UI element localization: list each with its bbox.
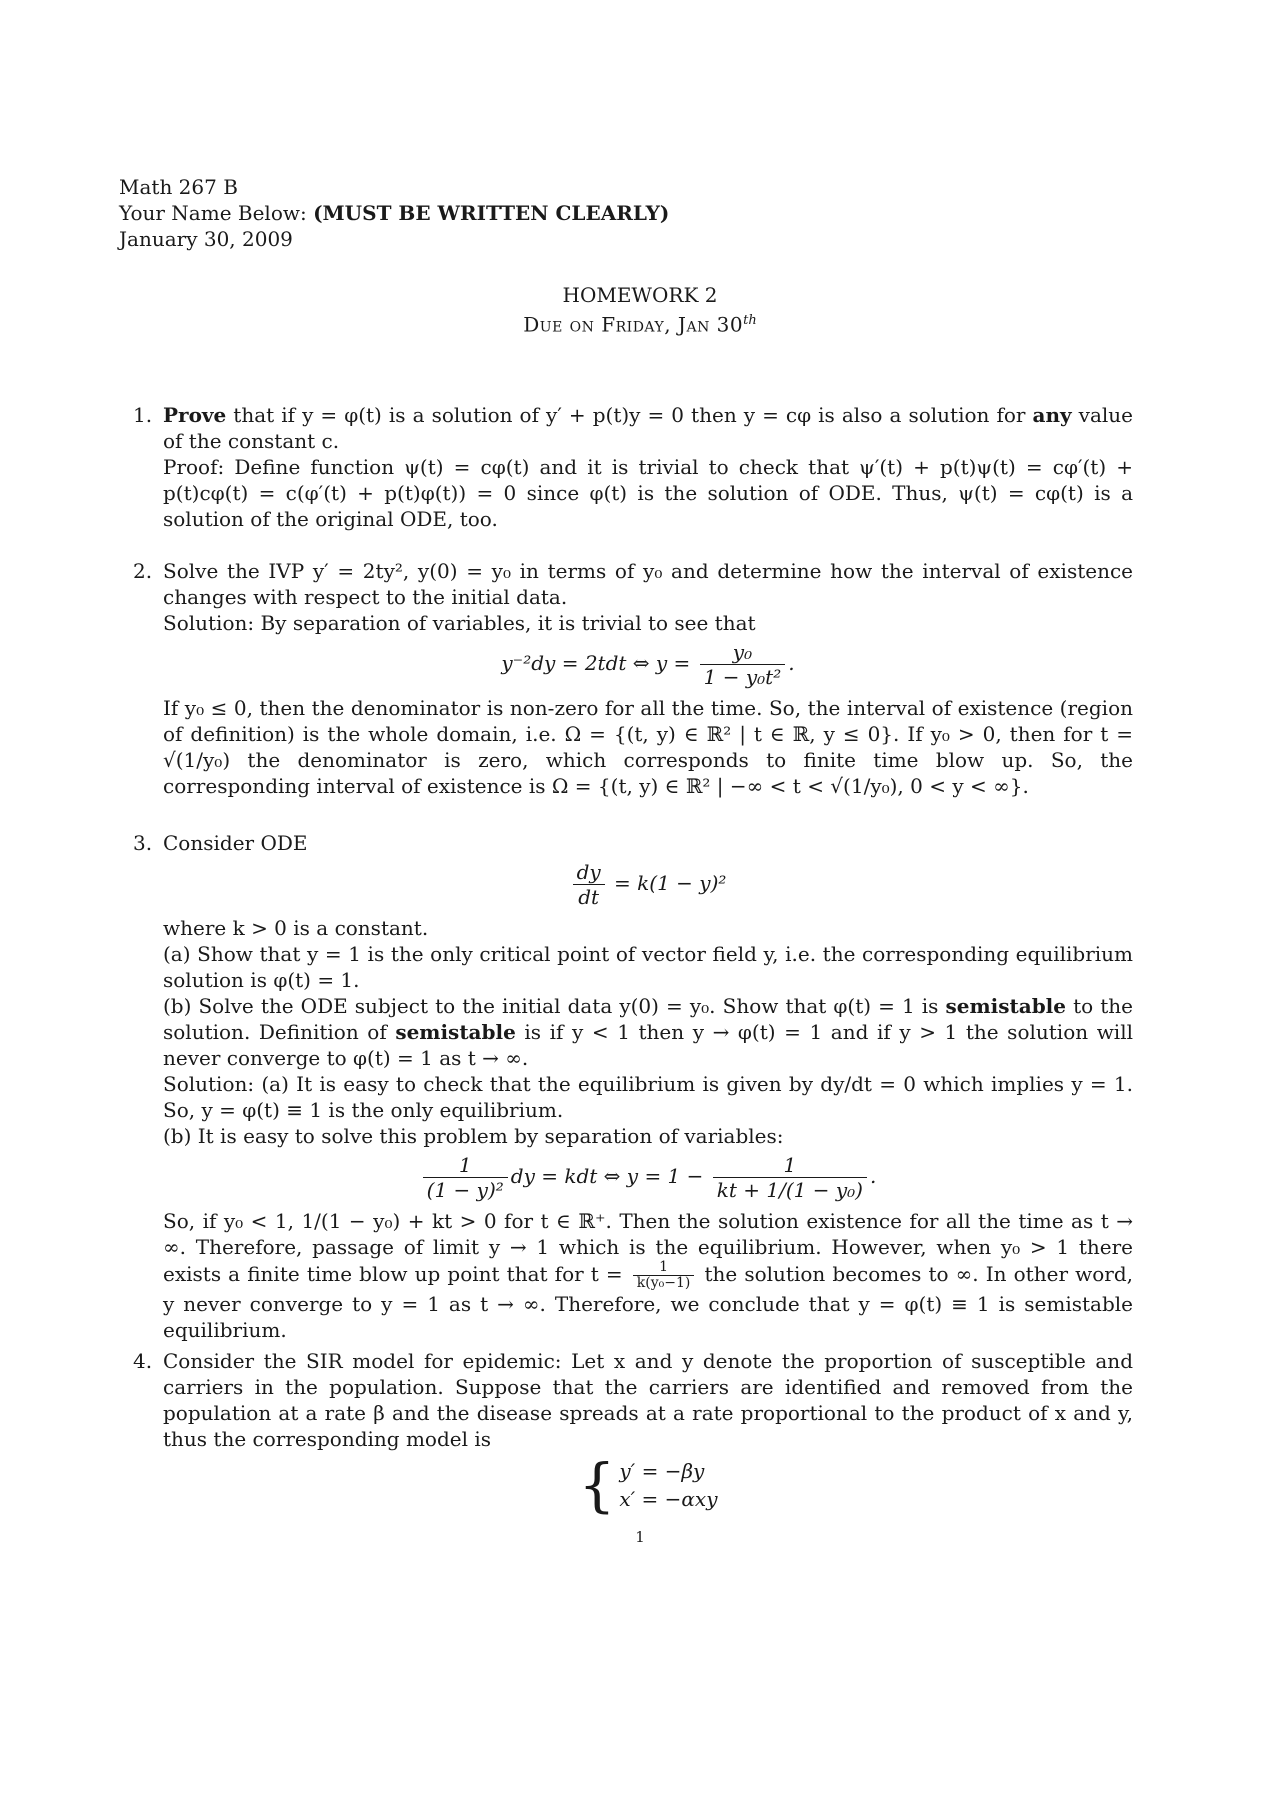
display-equation (163, 640, 1133, 689)
equation-end: . (788, 651, 795, 675)
name-prefix: Your Name Below: (119, 201, 314, 225)
part-b-text: to the solution. Definition of (163, 994, 1134, 1044)
title-block (0, 282, 1280, 338)
conclusion-part: the solution becomes to ∞. In other word, y never converge to y = 1 as t → ∞. Therefore, we conclude that y = φ(t) ≡ 1 is semistable equilibrium. (163, 1262, 1133, 1342)
name-emphasis: (MUST BE WRITTEN CLEARLY) (313, 201, 670, 225)
statement-end: value of the constant c. (163, 403, 1134, 453)
problem-statement: Solve the IVP y′ = 2ty², y(0) = y₀ in terms of y₀ and determine how the interval of existence changes with respect to the initial data. (163, 559, 1133, 609)
header-block (119, 174, 669, 252)
solution-b: (b) It is easy to solve this problem by separation of variables: (163, 1124, 784, 1148)
sir-system (163, 1451, 1133, 1519)
fraction (713, 1153, 867, 1202)
where-text: where k > 0 is a constant. (163, 916, 429, 940)
problem-statement (163, 402, 1133, 454)
display-equation (163, 1153, 1133, 1202)
fraction-numerator: 1 (713, 1153, 867, 1178)
name-line (119, 200, 669, 226)
fraction-numerator: y₀ (700, 640, 786, 665)
statement-text: that if y = φ(t) is a solution of y′ + p(t)y = 0 then y = cφ is also a solution for (226, 403, 1033, 427)
problem-statement: Consider the SIR model for epidemic: Let x and y denote the proportion of susceptible and carriers in the population. Suppose that the carriers are identified and removed from the population at a rate β and the disease spreads at a rate proportional to the product of x and y, thus the corresponding model is (163, 1349, 1133, 1451)
problem-number: 4. (133, 1349, 153, 1373)
solution-a: Solution: (a) It is easy to check that the equilibrium is given by dy/dt = 0 which implies y = 1. So, y = φ(t) ≡ 1 is the only equilibrium. (163, 1072, 1133, 1122)
bold-word-any: any (1032, 403, 1072, 427)
equation-x: x′ = −αxy (619, 1487, 718, 1511)
problem-2 (133, 558, 1133, 799)
problem-4 (133, 1348, 1133, 1520)
fraction (700, 640, 786, 689)
conclusion-text (163, 1208, 1133, 1343)
equation-left: y⁻²dy = 2tdt ⇔ y = (501, 651, 697, 675)
due-text: Due on Friday, Jan 30 (523, 312, 744, 337)
inline-fraction (633, 1260, 695, 1291)
fraction (573, 860, 605, 909)
part-b (163, 993, 1133, 1071)
solution-intro: Solution: By separation of variables, it is trivial to see that (163, 611, 756, 635)
fraction-numerator: dy (573, 860, 605, 885)
due-line (0, 308, 1280, 338)
equation-mid: dy = kdt ⇔ y = 1 − (510, 1164, 710, 1188)
part-b-text: (b) Solve the ODE subject to the initial data y(0) = y₀. Show that φ(t) = 1 is (163, 994, 946, 1018)
equation-end: . (869, 1164, 877, 1188)
discussion-text: If y₀ ≤ 0, then the denominator is non-zero for all the time. So, the interval of existence (region of definition) is the whole domain, i.e. Ω = {(t, y) ∈ ℝ² | t ∈ ℝ, y ≤ 0}. If y₀ > 0, then for t = √(1/y₀) the denominator is zero, which corresponds to finite time blow up. So, the corresponding interval of existence is Ω = {(t, y) ∈ ℝ² | −∞ < t < √(1/y₀), 0 < y < ∞}. (163, 696, 1133, 798)
course-line: Math 267 B (119, 175, 238, 199)
problem-number: 1. (133, 403, 153, 427)
conclusion-part: So, if y₀ < 1, 1/(1 − y₀) + kt > 0 for t ∈ ℝ⁺. Then the solution existence for all the time as t → ∞. Therefore, passage of limit y → 1 which is the equilibrium. However, when y₀ > 1 there exists a finite time blow up point that for t = (163, 1209, 1133, 1286)
fraction-denominator: 1 − y₀t² (703, 665, 782, 689)
fraction-denominator: kt + 1/(1 − y₀) (716, 1178, 863, 1202)
problem-1 (133, 402, 1134, 532)
ode-rhs: = k(1 − y)² (607, 871, 727, 895)
part-b-text: is if y < 1 then y → φ(t) = 1 and if y > 1 the solution will never converge to φ(t) = 1 as t → ∞. (163, 1020, 1133, 1070)
bold-semistable: semistable (945, 994, 1067, 1018)
problem-intro: Consider ODE (163, 831, 308, 855)
problem-3 (133, 830, 1134, 1343)
fraction-numerator: 1 (633, 1260, 695, 1276)
date-line: January 30, 2009 (119, 227, 293, 251)
problem-number: 3. (133, 831, 153, 855)
fraction-numerator: 1 (423, 1153, 508, 1178)
bold-word: Prove (163, 403, 227, 427)
bold-semistable: semistable (395, 1020, 516, 1044)
fraction-denominator: (1 − y)² (426, 1178, 504, 1202)
ode-equation (163, 860, 1133, 909)
proof-text: Proof: Define function ψ(t) = cφ(t) and it is trivial to check that ψ′(t) + p(t)ψ(t) = cφ′(t) + p(t)cφ(t) = c(φ′(t) + p(t)φ(t)) = 0 since φ(t) is the solution of ODE. Thus, ψ(t) = cφ(t) is a solution of the original ODE, too. (163, 455, 1133, 531)
homework-title: HOMEWORK 2 (562, 283, 718, 307)
page-number: 1 (635, 1528, 645, 1546)
left-brace: { (578, 1451, 616, 1519)
problem-number: 2. (133, 559, 153, 583)
fraction (423, 1153, 508, 1202)
part-a: (a) Show that y = 1 is the only critical point of vector field y, i.e. the corresponding equilibrium solution is φ(t) = 1. (163, 942, 1133, 992)
fraction-denominator: dt (578, 885, 600, 909)
fraction-denominator: k(y₀−1) (636, 1275, 691, 1291)
equation-y: y′ = −βy (619, 1459, 705, 1483)
system-equations (619, 1457, 717, 1513)
due-superscript: th (743, 313, 757, 328)
